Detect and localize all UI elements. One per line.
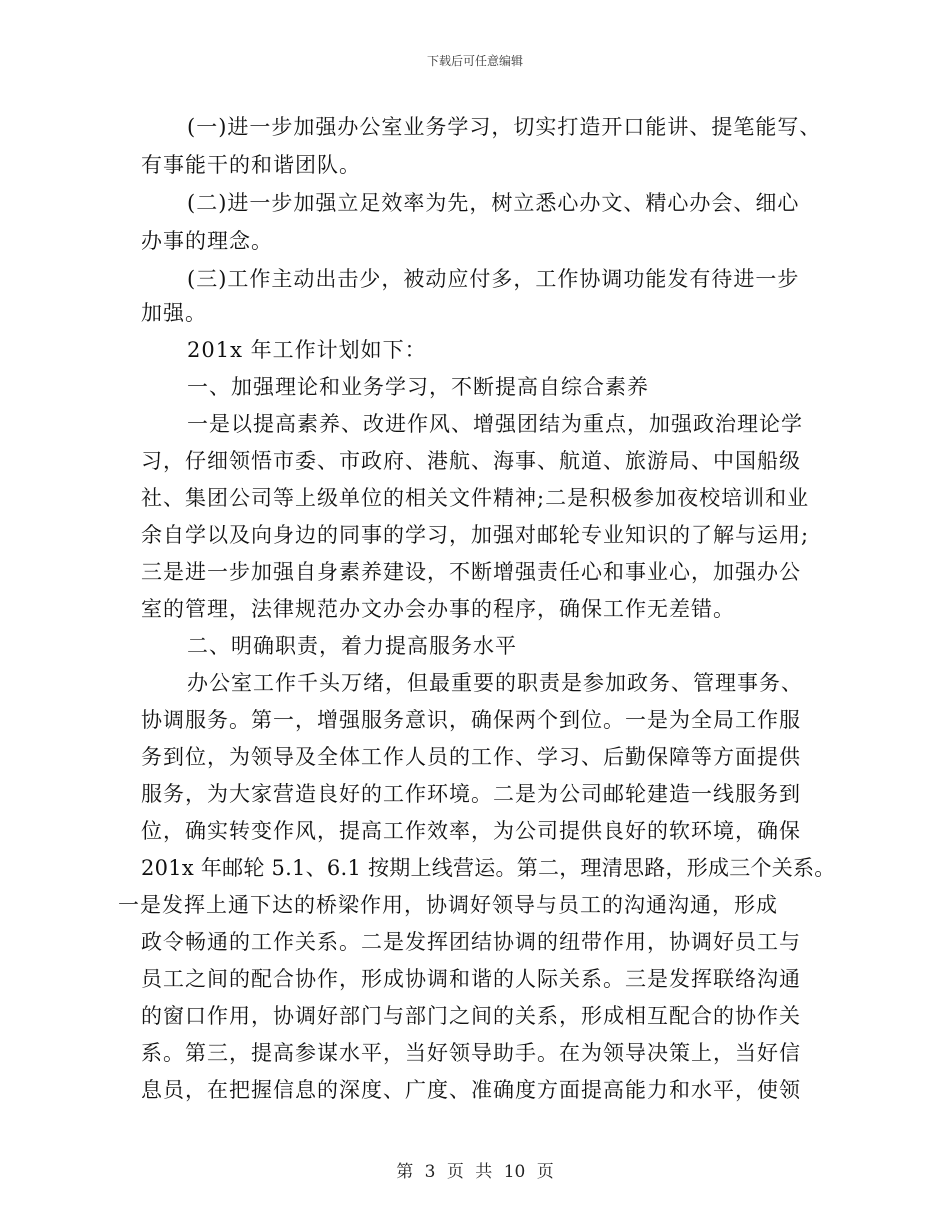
page-header: 下载后可任意编辑 (426, 54, 523, 68)
section-heading: 一、加强理论和业务学习，不断提高自综合素养 (187, 375, 649, 399)
text-line: 201x 年邮轮 5.1、6.1 按期上线营运。第二，理清思路，形成三个关系。 (141, 856, 836, 880)
text-line: 的窗口作用，协调好部门与部门之间的关系，形成相互配合的协作关 (141, 1004, 801, 1028)
text-line: 201x 年工作计划如下： (187, 338, 427, 362)
text-line: 余自学以及向身边的同事的学习，加强对邮轮专业知识的了解与运用; (141, 523, 810, 547)
text-line: 办事的理念。 (141, 229, 273, 253)
text-line: 位，确实转变作风，提高工作效率，为公司提供良好的软环境，确保 (141, 819, 801, 843)
text-line: 系。第三，提高参谋水平，当好领导助手。在为领导决策上，当好信 (141, 1041, 801, 1065)
text-line: 一是发挥上通下达的桥梁作用，协调好领导与员工的沟通沟通，形成 (118, 893, 778, 917)
text-line: 加强。 (141, 301, 207, 325)
text-line: (一)进一步加强办公室业务学习，切实打造开口能讲、提笔能写、 (187, 115, 822, 139)
text-line: 习，仔细领悟市委、市政府、港航、海事、航道、旅游局、中国船级 (141, 449, 801, 473)
text-line: 服务，为大家营造良好的工作环境。二是为公司邮轮建造一线服务到 (141, 782, 801, 806)
text-line: 息员，在把握信息的深度、广度、准确度方面提高能力和水平，使领 (141, 1078, 801, 1102)
text-line: (二)进一步加强立足效率为先，树立悉心办文、精心办会、细心 (187, 191, 800, 215)
text-line: 一是以提高素养、改进作风、增强团结为重点，加强政治理论学 (187, 412, 803, 436)
section-heading: 二、明确职责，着力提高服务水平 (187, 634, 517, 658)
text-line: 办公室工作千头万绪，但最重要的职责是参加政务、管理事务、 (187, 671, 803, 695)
page-number-footer: 第 3 页 共 10 页 (396, 1162, 554, 1182)
text-line: 室的管理，法律规范办文办会办事的程序，确保工作无差错。 (141, 597, 735, 621)
text-line: 有事能干的和谐团队。 (141, 153, 361, 177)
text-line: 员工之间的配合协作，形成协调和谐的人际关系。三是发挥联络沟通 (141, 967, 801, 991)
text-line: 协调服务。第一，增强服务意识，确保两个到位。一是为全局工作服 (141, 708, 801, 732)
text-line: 务到位，为领导及全体工作人员的工作、学习、后勤保障等方面提供 (141, 745, 801, 769)
text-line: 政令畅通的工作关系。二是发挥团结协调的纽带作用，协调好员工与 (141, 930, 801, 954)
text-line: 社、集团公司等上级单位的相关文件精神;二是积极参加夜校培训和业 (141, 486, 810, 510)
text-line: 三是进一步加强自身素养建设，不断增强责任心和事业心，加强办公 (141, 560, 801, 584)
text-line: (三)工作主动出击少，被动应付多，工作协调功能发有待进一步 (187, 267, 800, 291)
